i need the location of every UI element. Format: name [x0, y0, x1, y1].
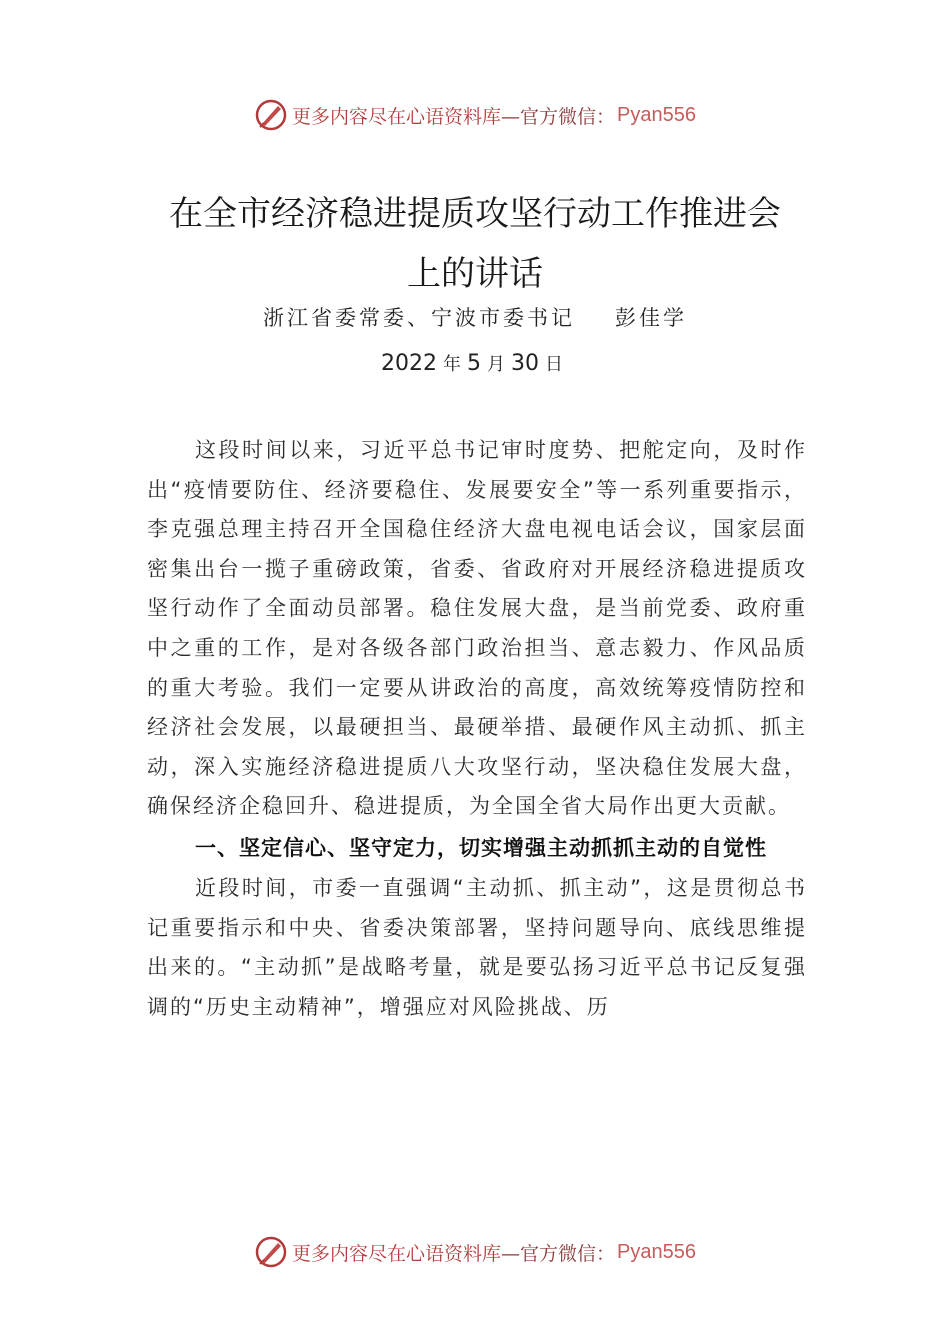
banner-wechat-label: —官方微信：: [501, 1242, 616, 1265]
author-name: 彭佳学: [615, 306, 687, 330]
author-line: [0, 302, 950, 332]
date-day: 30: [511, 351, 539, 376]
author-role: 浙江省委常委、宁波市委书记: [263, 306, 575, 330]
section-heading-1: 一、坚定信心、坚守定力，切实增强主动抓抓主动的自觉性: [195, 835, 767, 860]
document-body: [147, 431, 807, 1027]
date-day-unit: 日: [545, 354, 563, 375]
quill-pen-logo-icon: [254, 98, 288, 132]
date-year: 2022: [381, 351, 437, 376]
banner-wechat-account: Pyan556: [617, 103, 696, 126]
date-month-unit: 月: [487, 354, 505, 375]
quill-pen-logo-icon: [254, 1235, 288, 1269]
footer-watermark-banner: [0, 1232, 950, 1272]
banner-wechat-account: Pyan556: [617, 1240, 696, 1263]
header-watermark-banner: [0, 95, 950, 135]
banner-brand-text: 更多内容尽在心语资料库: [292, 105, 502, 128]
document-title-line1: 在全市经济稳进提质攻坚行动工作推进会: [169, 194, 781, 234]
document-title-line2: 上的讲话: [407, 254, 543, 294]
body-paragraph-1: 这段时间以来，习近平总书记审时度势、把舵定向，及时作出“疫情要防住、经济要稳住、发展要安全”等一系列重要指示，李克强总理主持召开全国稳住经济大盘电视电话会议，国家层面密集出台一揽子重磅政策，省委、省政府对开展经济稳进提质攻坚行动作了全面动员部署。稳住发展大盘，是当前党委、政府重中之重的工作，是对各级各部门政治担当、意志毅力、作风品质的重大考验。我们一定要从讲政治的高度，高效统筹疫情防控和经济社会发展，以最硬担当、最硬举措、最硬作风主动抓、抓主动，深入实施经济稳进提质八大攻坚行动，坚决稳住发展大盘，确保经济企稳回升、稳进提质，为全国全省大局作出更大贡献。: [147, 438, 807, 819]
body-paragraph-2: 近段时间，市委一直强调“主动抓、抓主动”，这是贯彻总书记重要指示和中央、省委决策部署，坚持问题导向、底线思维提出来的。“主动抓”是战略考量，就是要弘扬习近平总书记反复强调的“历史主动精神”，增强应对风险挑战、历: [147, 875, 807, 1019]
date-year-unit: 年: [443, 354, 461, 375]
document-date: [0, 350, 950, 376]
date-month: 5: [467, 351, 481, 376]
banner-brand-text: 更多内容尽在心语资料库: [292, 1242, 502, 1265]
banner-wechat-label: —官方微信：: [501, 105, 616, 128]
